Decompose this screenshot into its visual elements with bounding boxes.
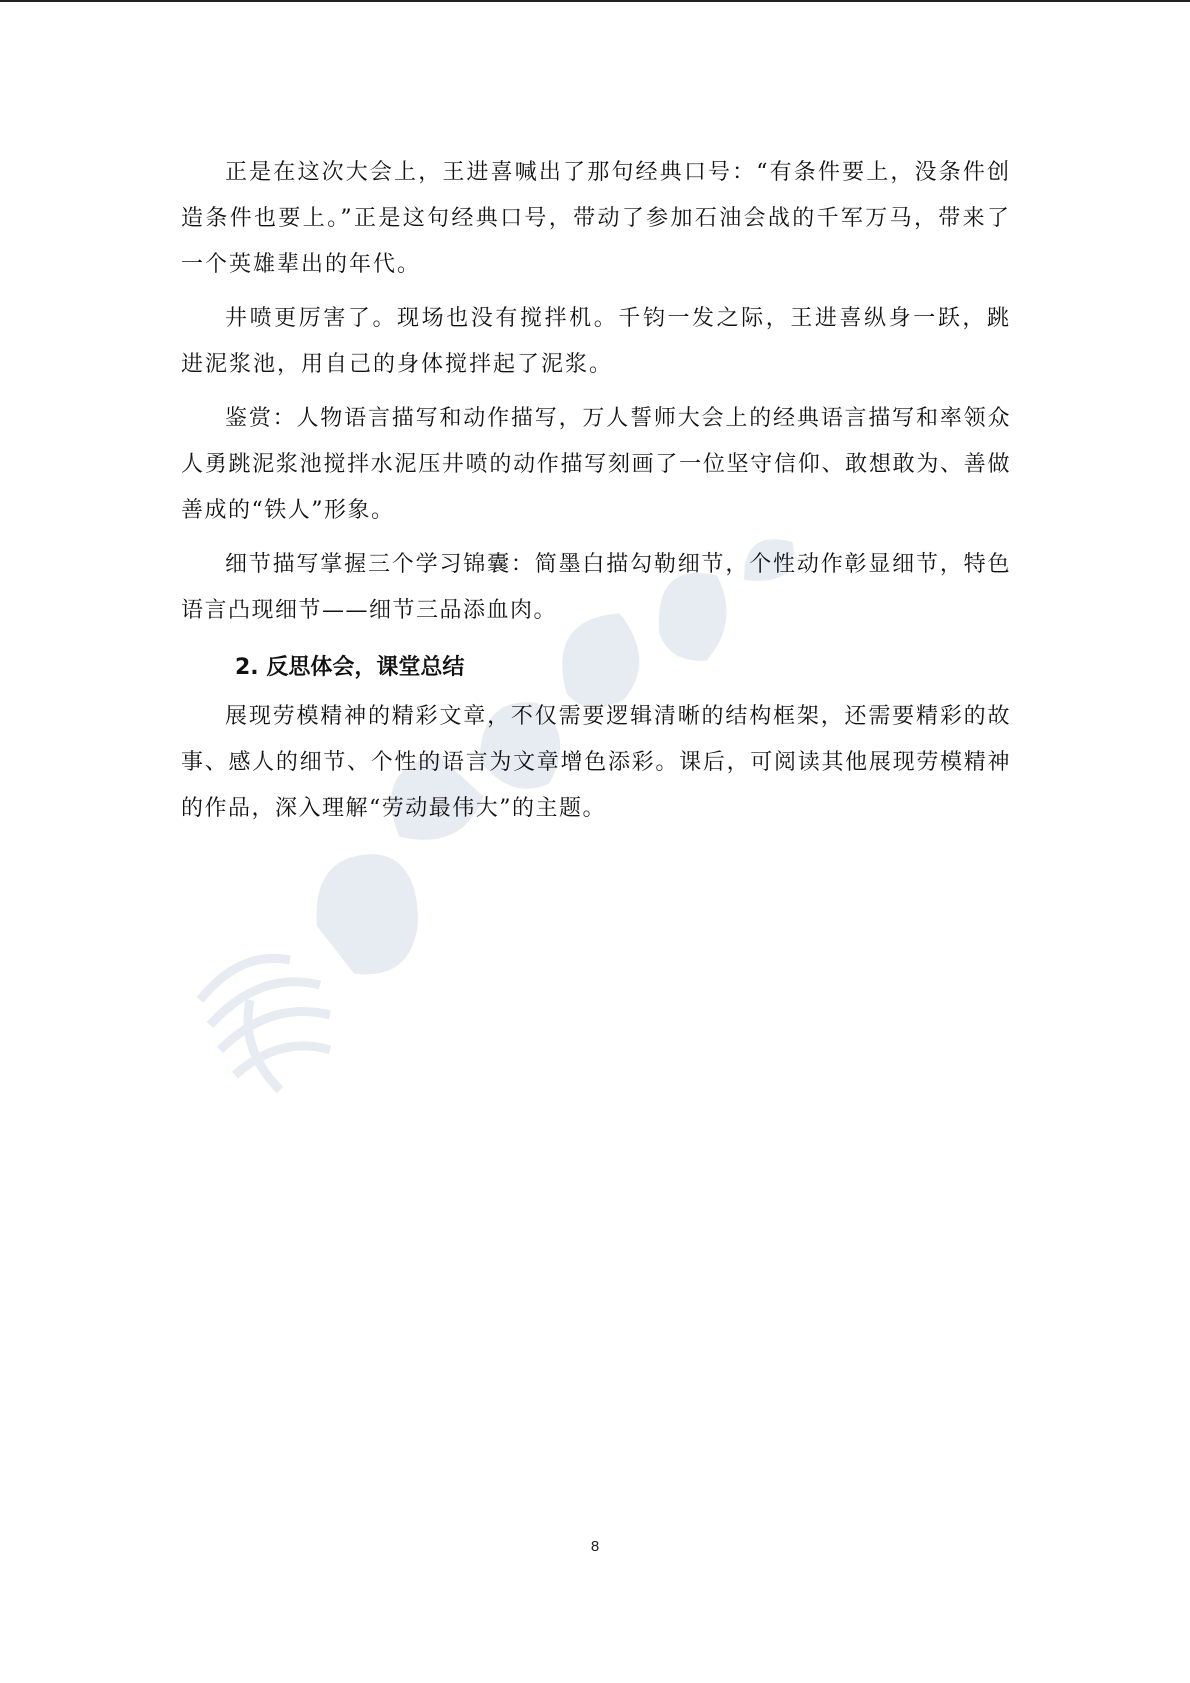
paragraph-slogan: 正是在这次大会上，王进喜喊出了那句经典口号：“有条件要上，没条件创造条件也要上。”正是这句经典口号，带动了参加石油会战的千军万马，带来了一个英雄辈出的年代。 bbox=[181, 160, 1011, 277]
paragraph-blowout: 井喷更厉害了。现场也没有搅拌机。千钧一发之际，王进喜纵身一跃，跳进泥浆池，用自己的身体搅拌起了泥浆。 bbox=[181, 306, 1011, 377]
top-border-line bbox=[0, 0, 1190, 2]
paragraph-appreciation: 鉴赏：人物语言描写和动作描写，万人誓师大会上的经典语言描写和率领众人勇跳泥浆池搅拌水泥压井喷的动作描写刻画了一位坚守信仰、敢想敢为、善做善成的“铁人”形象。 bbox=[181, 406, 1011, 523]
paragraph-summary: 展现劳模精神的精彩文章，不仅需要逻辑清晰的结构框架，还需要精彩的故事、感人的细节、个性的语言为文章增色添彩。课后，可阅读其他展现劳模精神的作品，深入理解“劳动最伟大”的主题。 bbox=[181, 704, 1011, 821]
section-heading: 2. 反思体会，课堂总结 bbox=[235, 655, 465, 680]
page-number: 8 bbox=[590, 1538, 600, 1555]
document-body bbox=[181, 150, 1011, 840]
paragraph-detail-tips: 细节描写掌握三个学习锦囊：简墨白描勾勒细节，个性动作彰显细节，特色语言凸现细节——细节三品添血肉。 bbox=[181, 552, 1011, 623]
